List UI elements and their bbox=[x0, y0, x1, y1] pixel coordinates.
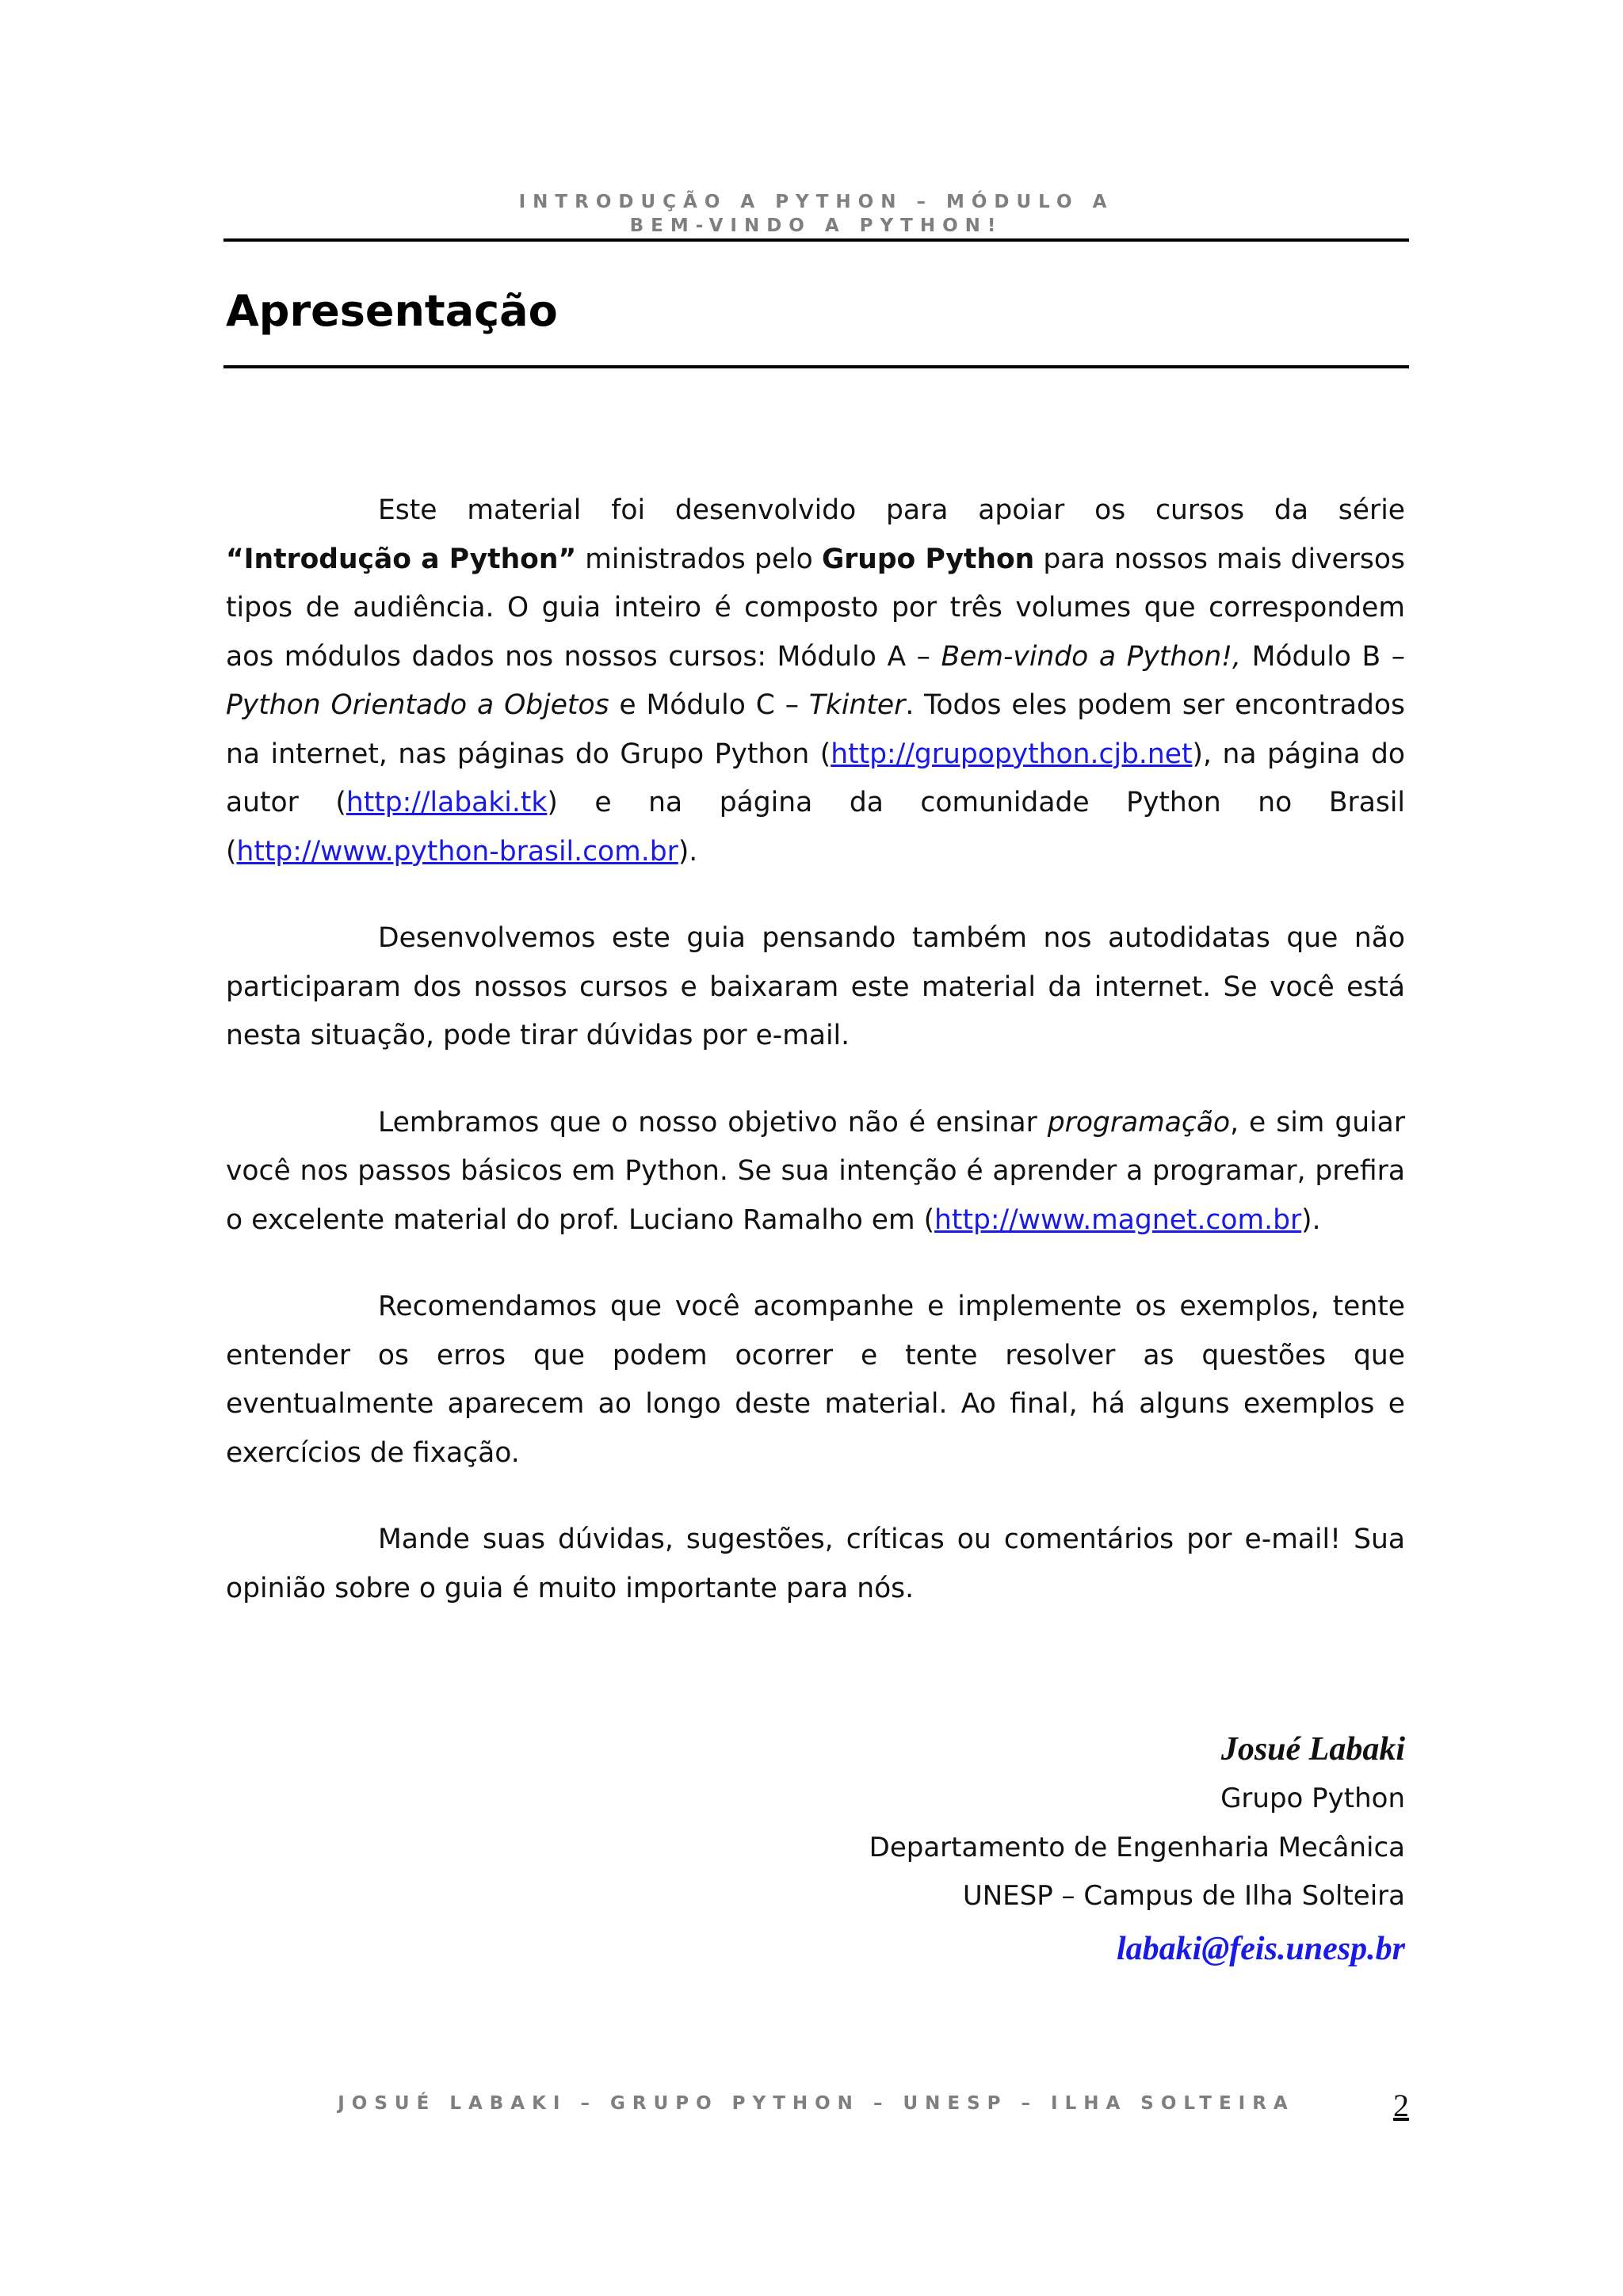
grupopython-link[interactable]: http://grupopython.cjb.net bbox=[831, 738, 1193, 770]
header-line-1: INTRODUÇÃO A PYTHON – MÓDULO A bbox=[518, 192, 1114, 212]
bold-group-name: Grupo Python bbox=[821, 543, 1035, 575]
text-run: ), na página do autor ( bbox=[226, 738, 1405, 818]
author-email: labaki@feis.unesp.br bbox=[1117, 1930, 1405, 1967]
section-title: Apresentação bbox=[226, 286, 558, 336]
paragraph-4: Recomendamos que você acompanhe e implemente os exemplos, tente entender os erros que podem ocorrer e tente resolver as questões que eventualmente aparecem ao longo deste material. Ao final, há alguns exemplos e exercícios de fixação. bbox=[226, 1291, 1405, 1469]
author-department: Departamento de Engenharia Mecânica bbox=[869, 1831, 1405, 1863]
footer-text: JOSUÉ LABAKI – GRUPO PYTHON – UNESP – ILHA SOLTEIRA bbox=[338, 2093, 1295, 2114]
text-run: . Todos eles podem ser encontrados na internet, nas páginas do Grupo Python ( bbox=[226, 689, 1405, 770]
signature-block bbox=[869, 1724, 1405, 1977]
text-run: ministrados pelo bbox=[576, 543, 822, 575]
python-brasil-link[interactable]: http://www.python-brasil.com.br bbox=[236, 835, 678, 868]
text-run: para nossos mais diversos tipos de audiência. O guia inteiro é composto por três volumes que correspondem aos módulos dados nos nossos cursos: Módulo A – bbox=[226, 543, 1405, 673]
body-text bbox=[226, 486, 1405, 1651]
author-name: Josué Labaki bbox=[1220, 1731, 1405, 1768]
header-rule bbox=[223, 238, 1409, 242]
magnet-link[interactable]: http://www.magnet.com.br bbox=[934, 1203, 1302, 1236]
text-run: Módulo B – bbox=[1240, 640, 1405, 673]
bold-series-name: “Introdução a Python” bbox=[226, 543, 577, 575]
text-run: Este material foi desenvolvido para apoiar os cursos da série bbox=[378, 494, 1405, 526]
text-run: ) e na página da comunidade Python no Brasil ( bbox=[226, 787, 1405, 868]
text-run: , e sim guiar você nos passos básicos em Python. Se sua intenção é aprender a programar, prefira o excelente material do prof. Luciano Ramalho em ( bbox=[226, 1106, 1406, 1236]
text-run: ). bbox=[678, 835, 698, 868]
text-run: ). bbox=[1301, 1203, 1321, 1236]
italic-module-b: Python Orientado a Objetos bbox=[226, 689, 609, 721]
italic-programacao: programação bbox=[1047, 1106, 1231, 1138]
text-run: e Módulo C – bbox=[609, 689, 809, 721]
author-group: Grupo Python bbox=[1220, 1783, 1405, 1814]
title-rule bbox=[223, 365, 1409, 368]
text-run: Lembramos que o nosso objetivo não é ensinar bbox=[378, 1106, 1048, 1138]
paragraph-1 bbox=[226, 486, 1405, 876]
author-campus: UNESP – Campus de Ilha Solteira bbox=[962, 1880, 1405, 1912]
paragraph-2: Desenvolvemos este guia pensando também nos autodidatas que não participaram dos nossos cursos e baixaram este material da internet. Se você está nesta situação, pode tirar dúvidas por e-mail. bbox=[226, 922, 1405, 1051]
paragraph-3 bbox=[226, 1099, 1405, 1245]
italic-module-c: Tkinter bbox=[808, 689, 906, 721]
page-number: 2 bbox=[1393, 2088, 1409, 2123]
paragraph-5: Mande suas dúvidas, sugestões, críticas ou comentários por e-mail! Sua opinião sobre o guia é muito importante para nós. bbox=[226, 1524, 1405, 1604]
running-header bbox=[223, 190, 1409, 238]
page-footer bbox=[223, 2087, 1409, 2134]
header-line-2: BEM-VINDO A PYTHON! bbox=[629, 215, 1003, 236]
labaki-link[interactable]: http://labaki.tk bbox=[346, 787, 548, 818]
italic-module-a: Bem-vindo a Python!, bbox=[941, 640, 1241, 673]
